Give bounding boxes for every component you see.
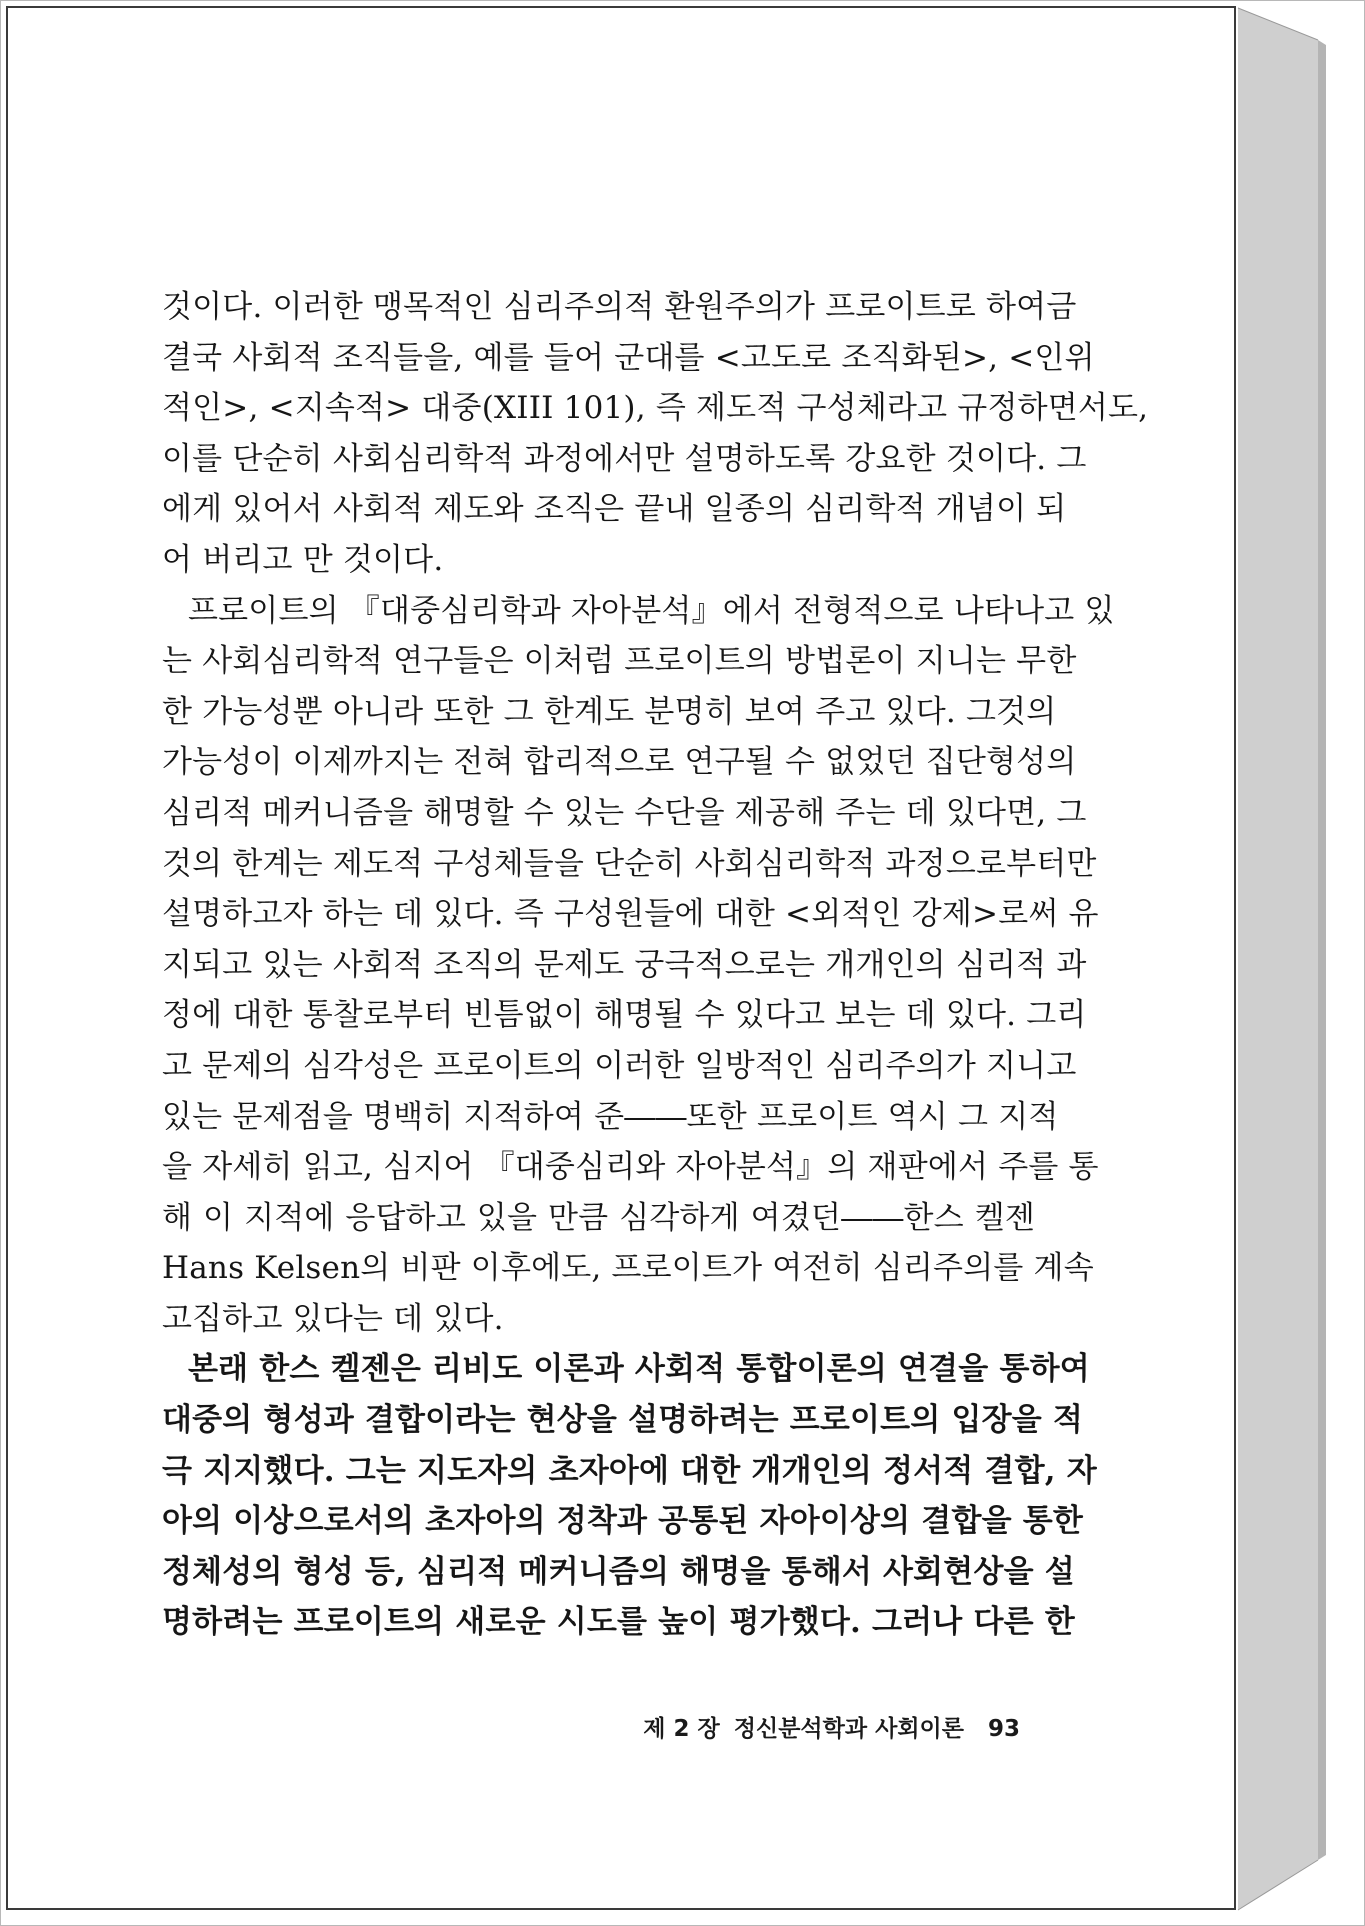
text-line: 명하려는 프로이트의 새로운 시도를 높이 평가했다. 그러나 다른 한 (162, 1604, 1075, 1641)
text-line: 정에 대한 통찰로부터 빈틈없이 해명될 수 있다고 보는 데 있다. 그리 (162, 997, 1087, 1034)
text-line: 심리적 메커니즘을 해명할 수 있는 수단을 제공해 주는 데 있다면, 그 (162, 794, 1087, 831)
text-line: 아의 이상으로서의 초자아의 정착과 공통된 자아이상의 결합을 통한 (162, 1503, 1084, 1540)
text-line: 설명하고자 하는 데 있다. 즉 구성원들에 대한 <외적인 강제>로써 유 (162, 896, 1099, 933)
book-side-shadow (1318, 40, 1326, 1860)
text-line: 어 버리고 만 것이다. (162, 541, 444, 578)
text-line: 대중의 형성과 결합이라는 현상을 설명하려는 프로이트의 입장을 적 (162, 1402, 1084, 1439)
text-line: Hans Kelsen의 비판 이후에도, 프로이트가 여전히 심리주의를 계속 (162, 1250, 1094, 1287)
text-line: 정체성의 형성 등, 심리적 메커니즘의 해명을 통해서 사회현상을 설 (162, 1553, 1075, 1590)
body-text (162, 282, 1149, 1648)
text-line: 고 문제의 심각성은 프로이트의 이러한 일방적인 심리주의가 지니고 (162, 1047, 1077, 1084)
text-line: 결국 사회적 조직들을, 예를 들어 군대를 <고도로 조직화된>, <인위 (162, 339, 1095, 376)
text-line: 것이다. 이러한 맹목적인 심리주의적 환원주의가 프로이트로 하여금 (162, 289, 1077, 325)
text-line: 해 이 지적에 응답하고 있을 만큼 심각하게 여겼던――한스 켈젠 (162, 1199, 1035, 1236)
text-line: 극 지지했다. 그는 지도자의 초자아에 대한 개개인의 정서적 결합, 자 (162, 1452, 1097, 1489)
text-line: 것의 한계는 제도적 구성체들을 단순히 사회심리학적 과정으로부터만 (162, 845, 1097, 882)
text-line: 있는 문제점을 명백히 지적하여 준――또한 프로이트 역시 그 지적 (162, 1098, 1059, 1135)
text-line: 적인>, <지속적> 대중(XIII 101), 즉 제도적 구성체라고 규정하면서도, (162, 390, 1149, 427)
text-line: 가능성이 이제까지는 전혀 합리적으로 연구될 수 없었던 집단형성의 (162, 744, 1077, 781)
paragraph-start: 본래 한스 켈젠은 리비도 이론과 사회적 통합이론의 연결을 통하여 (188, 1351, 1090, 1388)
page-number: 93 (987, 1716, 1020, 1742)
text-line: 이를 단순히 사회심리학적 과정에서만 설명하도록 강요한 것이다. 그 (162, 440, 1087, 477)
chapter-title: 정신분석학과 사회이론 (733, 1716, 964, 1742)
text-line: 지되고 있는 사회적 조직의 문제도 궁극적으로는 개개인의 심리적 과 (162, 946, 1087, 983)
book-side-face (1238, 8, 1318, 1910)
chapter-label: 제 2 장 (643, 1716, 720, 1742)
paragraph-start: 프로이트의 『대중심리학과 자아분석』에서 전형적으로 나타나고 있 (188, 592, 1115, 629)
running-footer (620, 1710, 1020, 1743)
text-line: 는 사회심리학적 연구들은 이처럼 프로이트의 방법론이 지니는 무한 (162, 643, 1077, 680)
text-line: 한 가능성뿐 아니라 또한 그 한계도 분명히 보여 주고 있다. 그것의 (162, 693, 1057, 730)
text-line: 에게 있어서 사회적 제도와 조직은 끝내 일종의 심리학적 개념이 되 (162, 491, 1067, 528)
text-line: 고집하고 있다는 데 있다. (162, 1300, 504, 1337)
text-line: 을 자세히 읽고, 심지어 『대중심리와 자아분석』의 재판에서 주를 통 (162, 1149, 1099, 1186)
